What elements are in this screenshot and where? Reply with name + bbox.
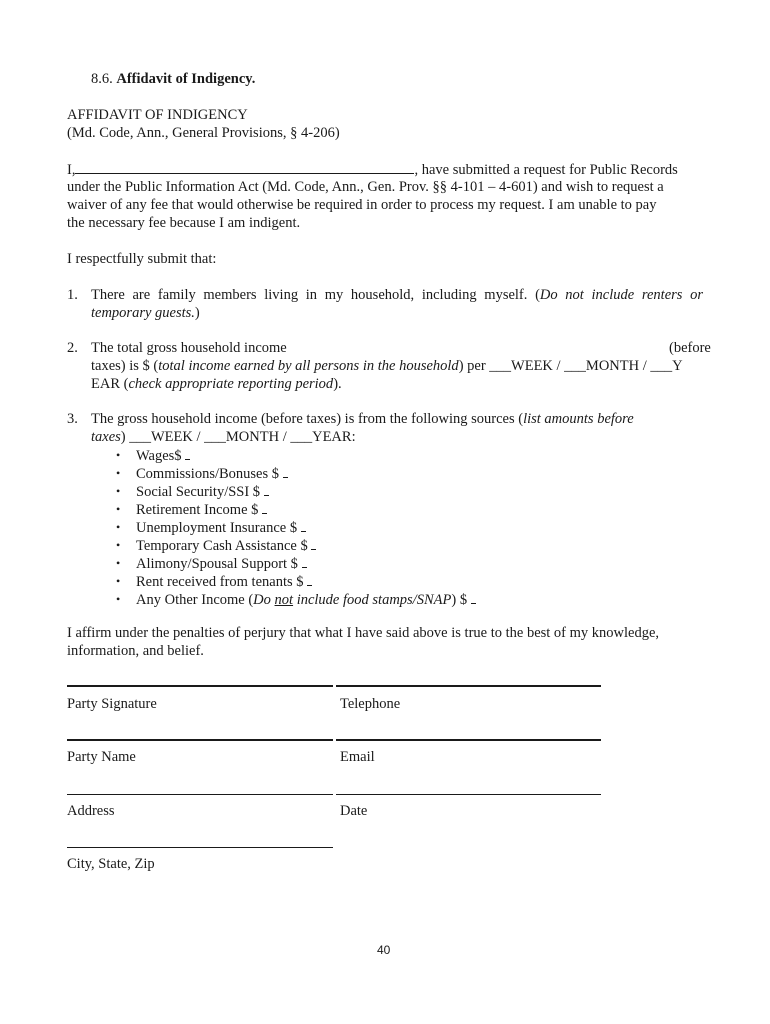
list-item [116,500,476,518]
item-2-line-1: The total gross household income [91,340,287,356]
income-source-label: Social Security/SSI $ [136,484,261,500]
city-state-zip-line[interactable] [67,847,333,848]
section-number: 8.6. [91,71,113,87]
item-3-line-1 [91,410,634,428]
other-income-italic-b: include food stamps/SNAP [293,592,452,608]
party-signature-label: Party Signature [67,696,157,712]
item-1-italic: Do not include renters or [539,287,703,303]
page-number: 40 [377,943,391,957]
amount-blank [302,554,307,568]
affidavit-title: AFFIDAVIT OF INDIGENCY [67,107,248,123]
item-3-text: The gross household income (before taxes) is from the following sources ( [91,411,524,427]
list-item-other-income [116,590,476,608]
amount-blank [262,500,267,514]
other-income-tail: ) $ [451,592,468,608]
amount-blank [301,518,306,532]
intro-line-3: waiver of any fee that would otherwise be required in order to process my request. I am unable to pay [67,197,657,213]
income-source-label: Rent received from tenants $ [136,574,304,590]
intro-line-1-tail: , have submitted a request for Public Records [414,162,678,178]
list-item [116,464,476,482]
item-1-line-2 [91,304,200,322]
amount-blank [264,482,269,496]
party-name-label: Party Name [67,749,136,765]
item-2-italic-2: check appropriate reporting period [128,376,334,392]
item-3-line-2 [91,428,356,446]
income-source-label: Unemployment Insurance $ [136,520,298,536]
item-2-line-3 [91,375,342,393]
income-source-label: Commissions/Bonuses $ [136,466,280,482]
other-income-prefix: Any Other Income ( [136,592,254,608]
list-item [116,554,476,572]
item-2-text-d: ). [333,376,342,392]
list-item [116,572,476,590]
email-line[interactable] [336,739,601,741]
intro-line-2: under the Public Information Act (Md. Code, Ann., Gen. Prov. §§ 4-101 – 4-601) and wish to request a [67,179,664,195]
list-item [116,446,476,464]
amount-blank [307,572,312,586]
amount-blank [283,464,288,478]
other-income-italic-a: Do [253,592,275,608]
income-sources-list [116,446,476,608]
section-heading [91,70,255,88]
item-3-italic: list amounts before [523,411,634,427]
city-state-zip-label: City, State, Zip [67,856,155,872]
telephone-label: Telephone [340,696,401,712]
item-2-italic: total income earned by all persons in the household [158,358,459,374]
income-source-label: Temporary Cash Assistance $ [136,538,308,554]
item-3-number: 3. [67,411,78,427]
item-1-italic-2: temporary guests. [91,305,195,321]
item-2-number: 2. [67,340,78,356]
affirmation-line-1: I affirm under the penalties of perjury that what I have said above is true to the best of my knowledge, [67,625,660,641]
item-2-line-2 [91,357,683,375]
other-income-not: not [274,592,294,608]
item-1-text: There are family members living in my household, including myself. ( [91,287,540,303]
item-2-text-c: EAR ( [91,376,129,392]
item-1-line-1 [91,286,703,304]
income-source-label: Wages$ [136,448,182,464]
date-line[interactable] [336,794,601,795]
intro-line-1 [67,160,678,179]
amount-blank [471,590,476,604]
income-source-label: Alimony/Spousal Support $ [136,556,298,572]
name-blank-line [75,160,414,174]
submit-statement: I respectfully submit that: [67,251,217,267]
intro-prefix: I, [67,162,76,178]
party-signature-line[interactable] [67,685,333,687]
section-title: Affidavit of Indigency. [116,71,256,87]
income-source-label: Retirement Income $ [136,502,259,518]
date-label: Date [340,803,368,819]
item-3-italic-2: taxes [91,429,121,445]
item-1-number: 1. [67,287,78,303]
item-2-text-a: taxes) is $ ( [91,358,159,374]
list-item [116,518,476,536]
list-item [116,482,476,500]
email-label: Email [340,749,375,765]
amount-blank [185,446,190,460]
telephone-line[interactable] [336,685,601,687]
address-label: Address [67,803,115,819]
affirmation-line-2: information, and belief. [67,643,204,659]
party-name-line[interactable] [67,739,333,741]
statute-citation: (Md. Code, Ann., General Provisions, § 4-206) [67,125,340,141]
intro-line-4: the necessary fee because I am indigent. [67,215,301,231]
item-2-before: (before [669,340,711,356]
item-3-tail: ) ___WEEK / ___MONTH / ___YEAR: [120,429,356,445]
list-item [116,536,476,554]
item-2-text-b: ) per ___WEEK / ___MONTH / ___Y [458,358,683,374]
amount-blank [311,536,316,550]
item-1-tail: ) [194,305,200,321]
address-line[interactable] [67,794,333,795]
